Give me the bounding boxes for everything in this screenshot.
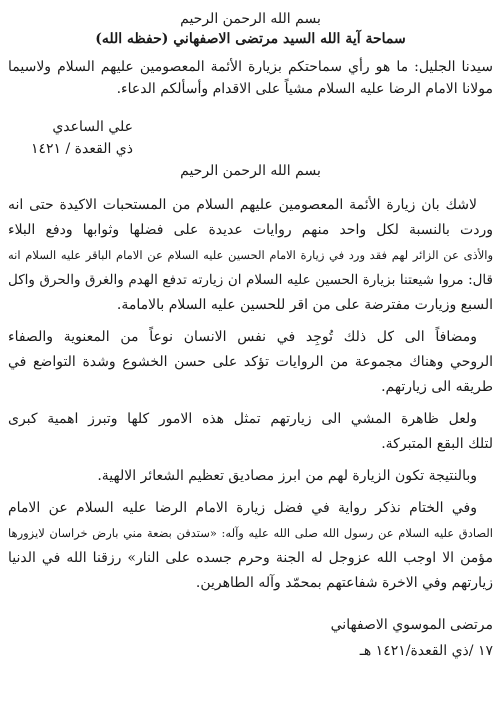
reply-line-6: ومضافاً الى كل ذلك تُوجِد في نفس الانسان نوعاً من المعنوية والصفاء xyxy=(8,329,477,345)
letter-page xyxy=(8,8,493,711)
question-basmala: بسم الله الرحمن الرحيم xyxy=(180,11,321,27)
reply-line-15: زيارتهم وفي الاخرة شفاعتهم بمحمّد وآله الطاهرين. xyxy=(195,575,493,591)
reply-basmala: بسم الله الرحمن الرحيم xyxy=(180,163,321,179)
reply-line-2: وردت بالنسبة لكل واحد منهم روايات عديدة على فضلها وثوابها ودفع البلاء xyxy=(8,222,493,238)
reply-line-13: الصادق عليه السلام عن رسول الله صلى الله عليه وآله: «ستدفن بضعة مني بارض خراسان لايزورها xyxy=(8,526,493,540)
reply-line-11: وبالنتيجة تكون الزيارة لهم من ابرز مصاديق تعظيم الشعائر الالهية. xyxy=(97,468,477,484)
sender-name: علي الساعدي xyxy=(52,119,133,135)
reply-line-1: لاشك بان زيارة الأئمة المعصومين عليهم السلام من المستحبات الاكيدة حتى انه xyxy=(8,197,477,213)
reply-line-5: السبع وزيارت مفترضة على من اقر للحسين عليه السلام بالامامة. xyxy=(116,297,493,313)
question-text-line-1: سيدنا الجليل: ما هو رأي سماحتكم بزيارة الأئمة المعصومين عليهم السلام ولاسيما xyxy=(8,59,493,75)
reply-line-7: الروحي وهناك مجموعة من الروايات تؤكد على حسن الخشوع وشدة التواضع في xyxy=(8,354,493,370)
reply-line-12: وفي الختام نذكر رواية في فضل زيارة الامام الرضا عليه السلام عن الامام xyxy=(8,500,477,516)
reply-line-9: ولعل ظاهرة المشي الى زيارتهم تمثل هذه الامور كلها وتبرز اهمية كبرى xyxy=(8,411,477,427)
reply-line-4: قال: مروا شيعتنا بزيارة الحسين عليه السلام ان زيارته تدفع الهدم والغرق والحرق واكل xyxy=(8,272,493,288)
reply-line-14: مؤمن الا اوجب الله عزوجل له الجنة وحرم جسده على النار» رزقنا الله في الدنيا xyxy=(8,550,493,566)
sender-date: ذي القعدة / ١٤٢١ xyxy=(30,141,133,157)
question-text-line-2: مولانا الامام الرضا عليه السلام مشياً على الاقدام وأسألكم الدعاء. xyxy=(116,81,493,97)
question-addressee: سماحة آية الله السيد مرتضى الاصفهاني (حفظه الله) xyxy=(95,31,406,47)
signature-name: مرتضى الموسوي الاصفهاني xyxy=(330,617,493,633)
reply-line-3: والأذى عن الزائر لهم فقد ورد في زيارة الامام الحسين عليه السلام عن الامام الباقر عليه السلام انه xyxy=(8,248,493,262)
reply-line-10: لتلك البقع المتبركة. xyxy=(381,436,493,452)
reply-line-8: طريقه الى زيارتهم. xyxy=(381,379,493,395)
signature-date: ١٧ /ذي القعدة/١٤٢١ هـ xyxy=(359,643,493,659)
